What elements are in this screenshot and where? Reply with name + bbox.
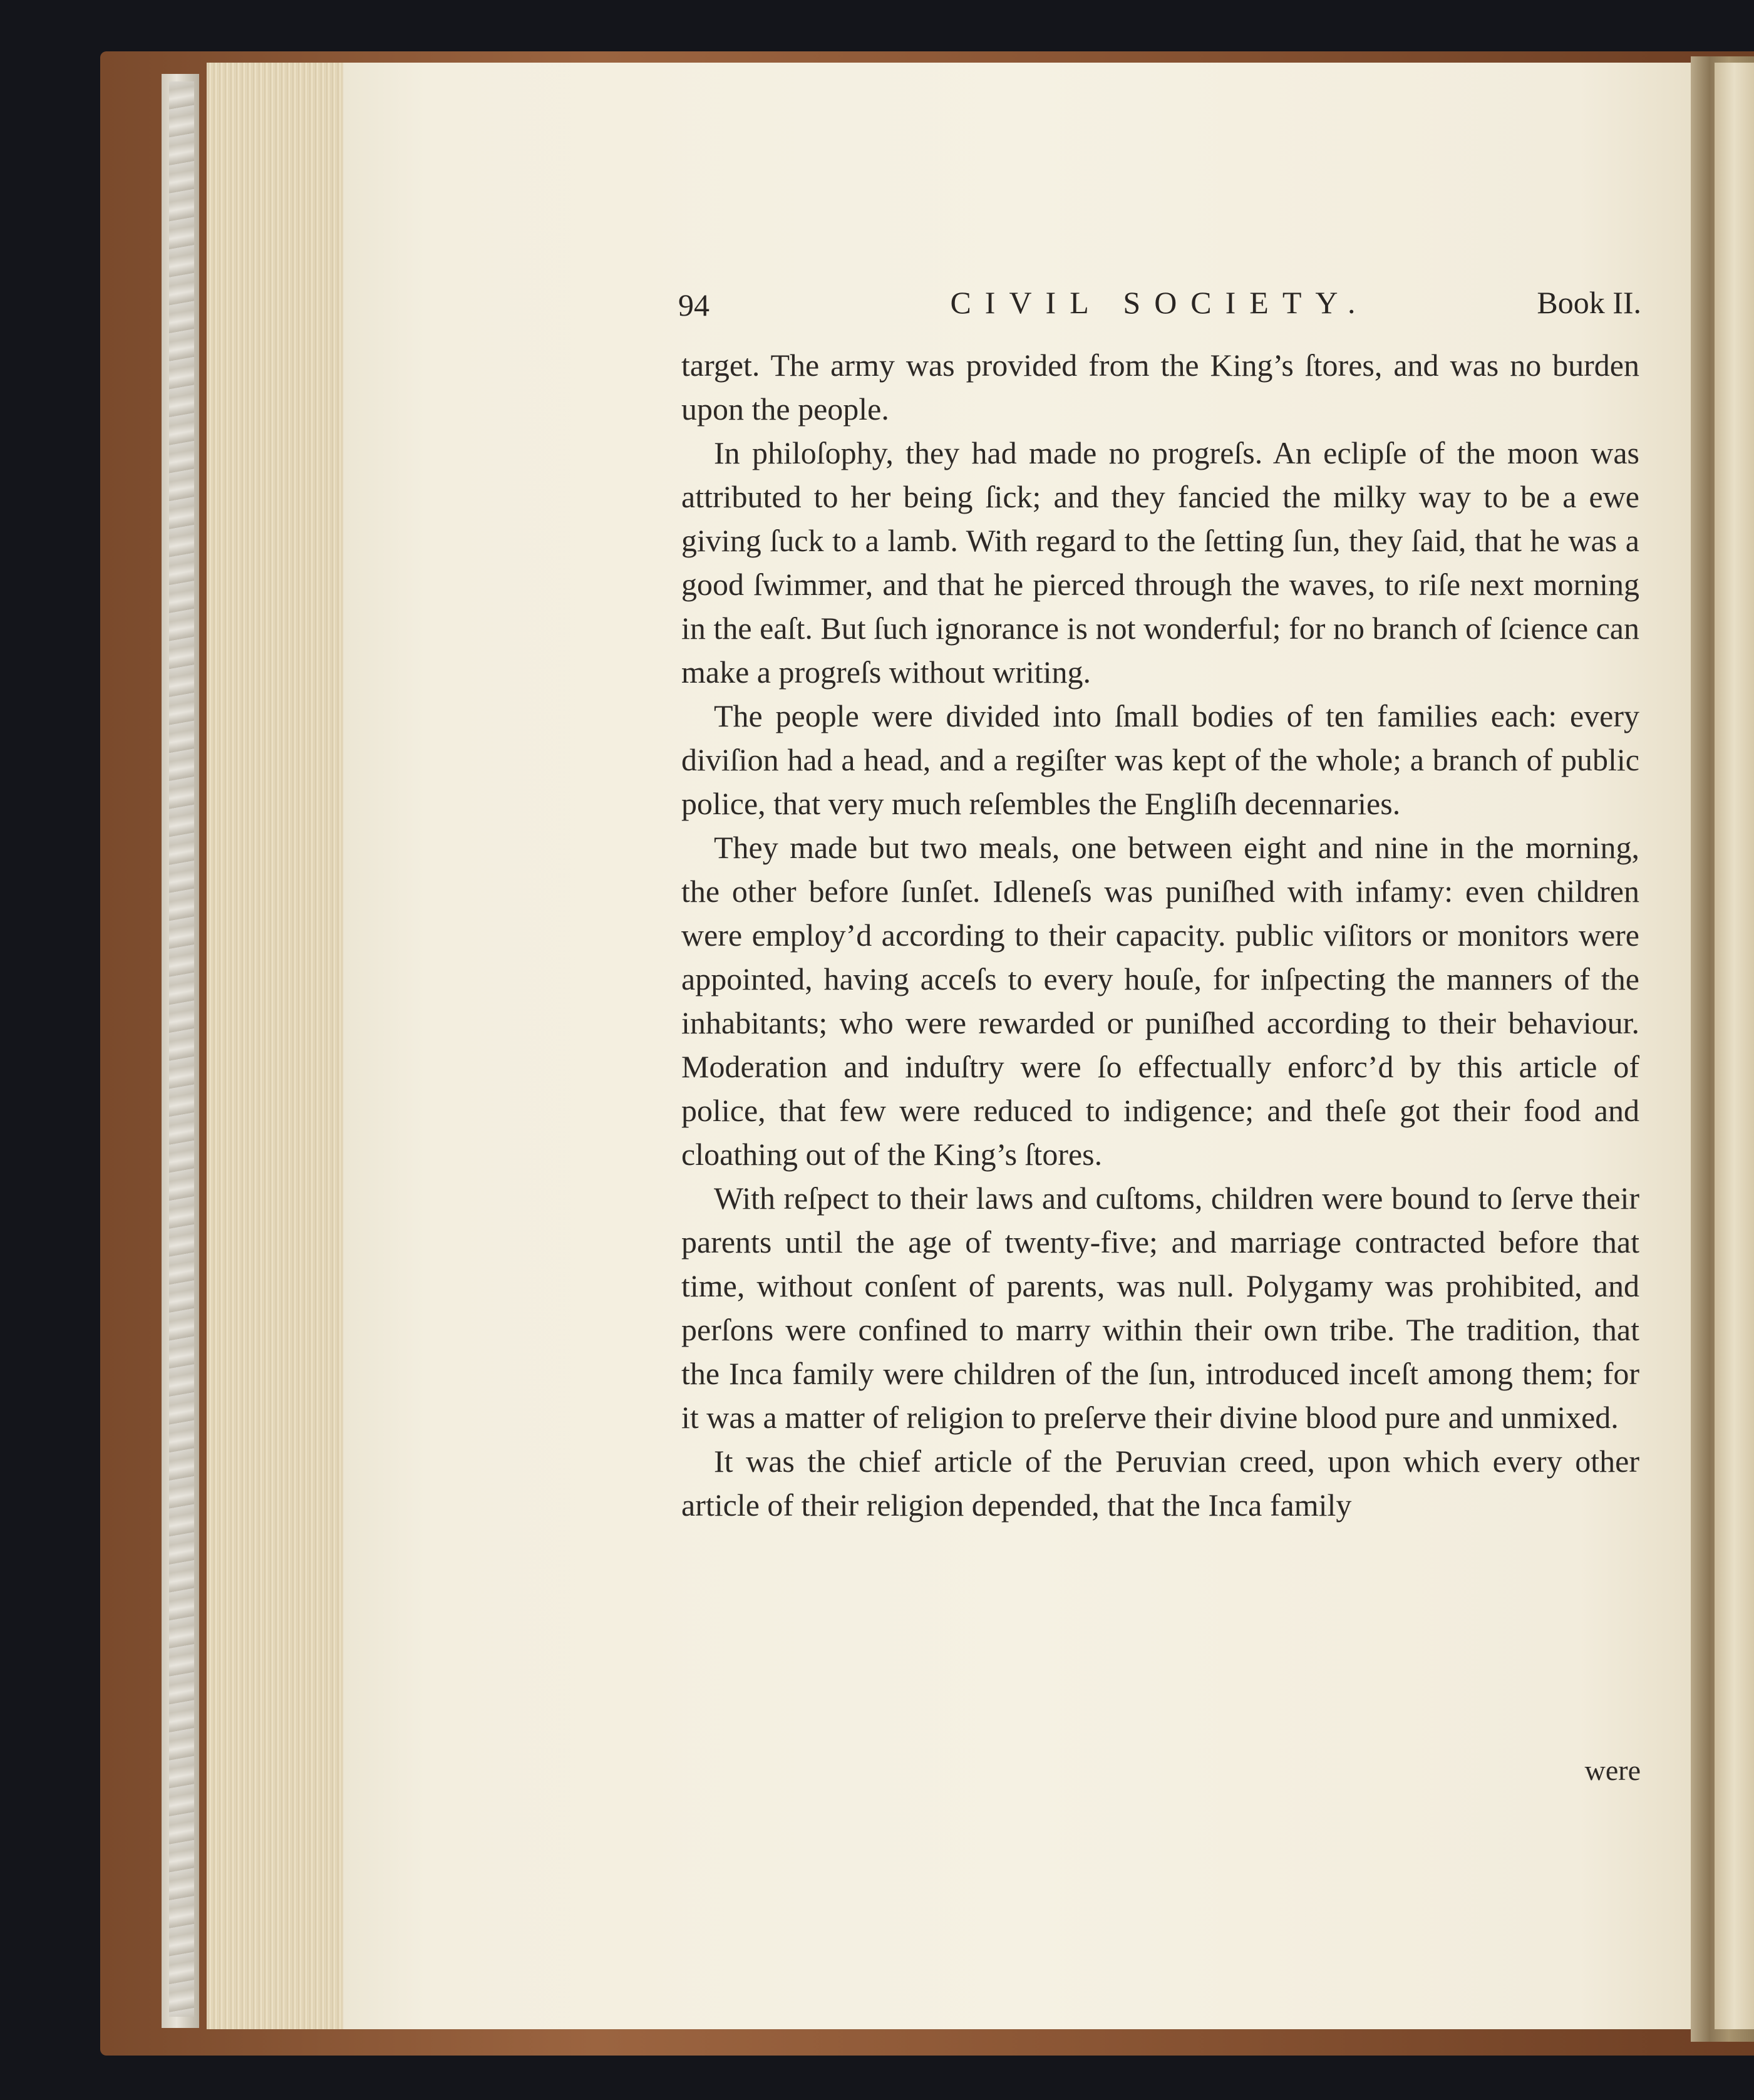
facing-page-edge xyxy=(1715,63,1754,2029)
paragraph: target. The army was provided from the King’s ſtores, and was no burden upon the people. xyxy=(681,348,1639,427)
paragraph: The people were divided into ſmall bodies of ten families each: every diviſion had a head, and a regiſter was kept of the whole; a branch of public police, that very much reſembles the Engliſh decennaries. xyxy=(681,698,1639,821)
page-edges xyxy=(207,63,344,2029)
paragraph: It was the chief article of the Peruvian creed, upon which every other article of their religion depended, that the Inca family xyxy=(681,1444,1639,1523)
catchword: were xyxy=(1584,1754,1641,1786)
paragraph: In philoſophy, they had made no progreſs. An eclipſe of the moon was attributed to her being ſick; and they fancied the milky way to be a ewe giving ſuck to a lamb. With regard to the ſetting ſun, they ſaid, that he was a good ſwimmer, and that he pierced through the waves, to riſe next morning in the eaſt. But ſuch ignorance is not wonderful; for no branch of ſcience can make a progreſs without writing. xyxy=(681,435,1639,690)
body-text xyxy=(681,343,1639,1527)
book-reference: Book II. xyxy=(1537,285,1641,320)
running-title: CIVIL SOCIETY. xyxy=(950,285,1370,320)
paragraph: With reſpect to their laws and cuſtoms, children were bound to ſerve their parents until the age of twenty-five; and marriage contracted before that time, without conſent of parents, was null. Polygamy was prohibited, and perſons were confined to marry within their own tribe. The tradition, that the Inca family were children of the ſun, introduced inceſt among them; for it was a matter of religion to preſerve their divine blood pure and unmixed. xyxy=(681,1181,1639,1435)
marbled-endpaper xyxy=(169,81,194,2017)
paragraph: They made but two meals, one between eight and nine in the morning, the other before ſunſet. Idleneſs was puniſhed with infamy: even children were employ’d according to their capacity. public viſitors or monitors were appointed, having acceſs to every houſe, for inſpecting the manners of the inhabitants; who were rewarded or puniſhed according to their behaviour. Moderation and induſtry were ſo effectually enforc’d by this article of police, that few were reduced to indigence; and theſe got their food and cloathing out of the King’s ſtores. xyxy=(681,830,1639,1172)
page-number: 94 xyxy=(678,287,709,323)
running-head xyxy=(678,276,1641,332)
